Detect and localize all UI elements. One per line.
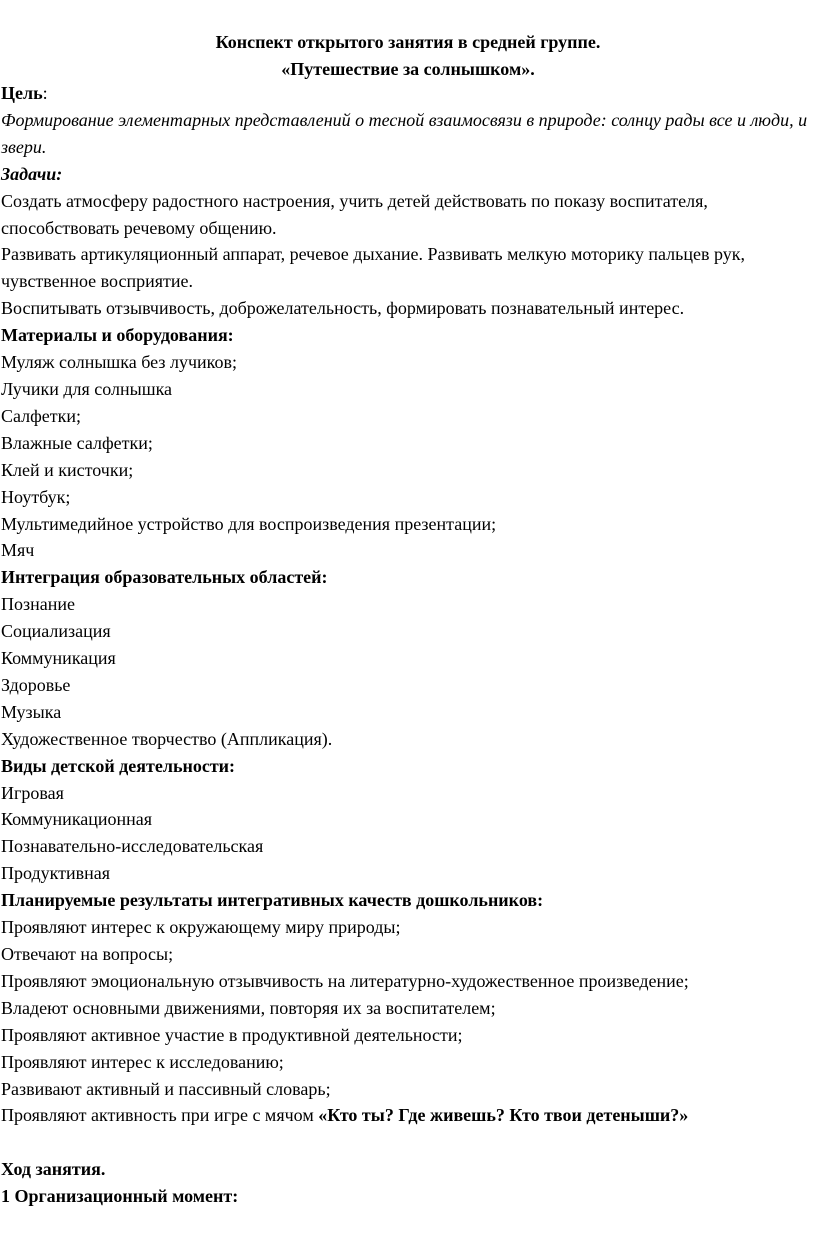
- material-item: Муляж солнышка без лучиков;: [1, 352, 237, 373]
- document-body: [1, 80, 811, 1210]
- result-item: Проявляют эмоциональную отзывчивость на литературно-художественное произведение;: [1, 970, 689, 991]
- course-heading: Ход занятия.: [1, 1159, 106, 1180]
- integration-item: Музыка: [1, 701, 62, 722]
- material-item: Лучики для солнышка: [1, 378, 173, 399]
- result-item-last: [1, 1102, 811, 1129]
- activity-item: Познавательно-исследовательская: [1, 836, 264, 857]
- integration-heading: Интеграция образовательных областей:: [1, 567, 328, 588]
- result-item: Проявляют интерес к исследованию;: [1, 1051, 284, 1072]
- material-item: Влажные салфетки;: [1, 432, 153, 453]
- title-line-2: «Путешествие за солнышком».: [281, 59, 535, 79]
- integration-item: Художественное творчество (Аппликация).: [1, 728, 333, 749]
- activity-item: Коммуникационная: [1, 809, 153, 830]
- document-title: [0, 29, 816, 83]
- task-item: Воспитывать отзывчивость, доброжелательность, формировать познавательный интерес.: [1, 298, 685, 319]
- material-item: Мяч: [1, 540, 35, 561]
- tasks-heading: Задачи:: [1, 163, 63, 184]
- goal-heading: [1, 80, 811, 107]
- activities-heading: Виды детской деятельности:: [1, 755, 236, 776]
- integration-item: Познание: [1, 594, 75, 615]
- result-item: Развивают активный и пассивный словарь;: [1, 1078, 331, 1099]
- activity-item: Игровая: [1, 782, 64, 803]
- material-item: Ноутбук;: [1, 486, 71, 507]
- integration-item: Здоровье: [1, 674, 71, 695]
- activity-item: Продуктивная: [1, 863, 111, 884]
- results-heading: Планируемые результаты интегративных качеств дошкольников:: [1, 890, 544, 911]
- integration-item: Коммуникация: [1, 648, 116, 669]
- goal-text: Формирование элементарных представлений о тесной взаимосвязи в природе: солнцу рады все и люди, и звери.: [1, 109, 808, 157]
- section-1-heading: 1 Организационный момент:: [1, 1186, 239, 1207]
- blank-line: [1, 1129, 811, 1156]
- integration-item: Социализация: [1, 621, 111, 642]
- title-line-1: Конспект открытого занятия в средней группе.: [215, 32, 601, 52]
- task-item: Создать атмосферу радостного настроения, учить детей действовать по показу воспитателя, способствовать речевому общению.: [1, 190, 708, 238]
- material-item: Мультимедийное устройство для воспроизведения презентации;: [1, 513, 497, 534]
- result-item: Отвечают на вопросы;: [1, 944, 174, 964]
- goal-label: Цель: [1, 83, 43, 103]
- material-item: Клей и кисточки;: [1, 459, 134, 480]
- materials-heading: Материалы и оборудования:: [1, 325, 234, 346]
- material-item: Салфетки;: [1, 405, 82, 426]
- game-title: «Кто ты? Где живешь? Кто твои детеныши?»: [318, 1105, 689, 1126]
- result-item: Владеют основными движениями, повторяя их за воспитателем;: [1, 997, 496, 1018]
- result-item: Проявляют активное участие в продуктивной деятельности;: [1, 1024, 463, 1045]
- result-item: Проявляют интерес к окружающему миру природы;: [1, 917, 401, 938]
- result-last-plain: Проявляют активность при игре с мячом: [1, 1105, 319, 1126]
- goal-colon: :: [42, 83, 48, 103]
- task-item: Развивать артикуляционный аппарат, речевое дыхание. Развивать мелкую моторику пальцев рук, чувственное восприятие.: [1, 244, 745, 292]
